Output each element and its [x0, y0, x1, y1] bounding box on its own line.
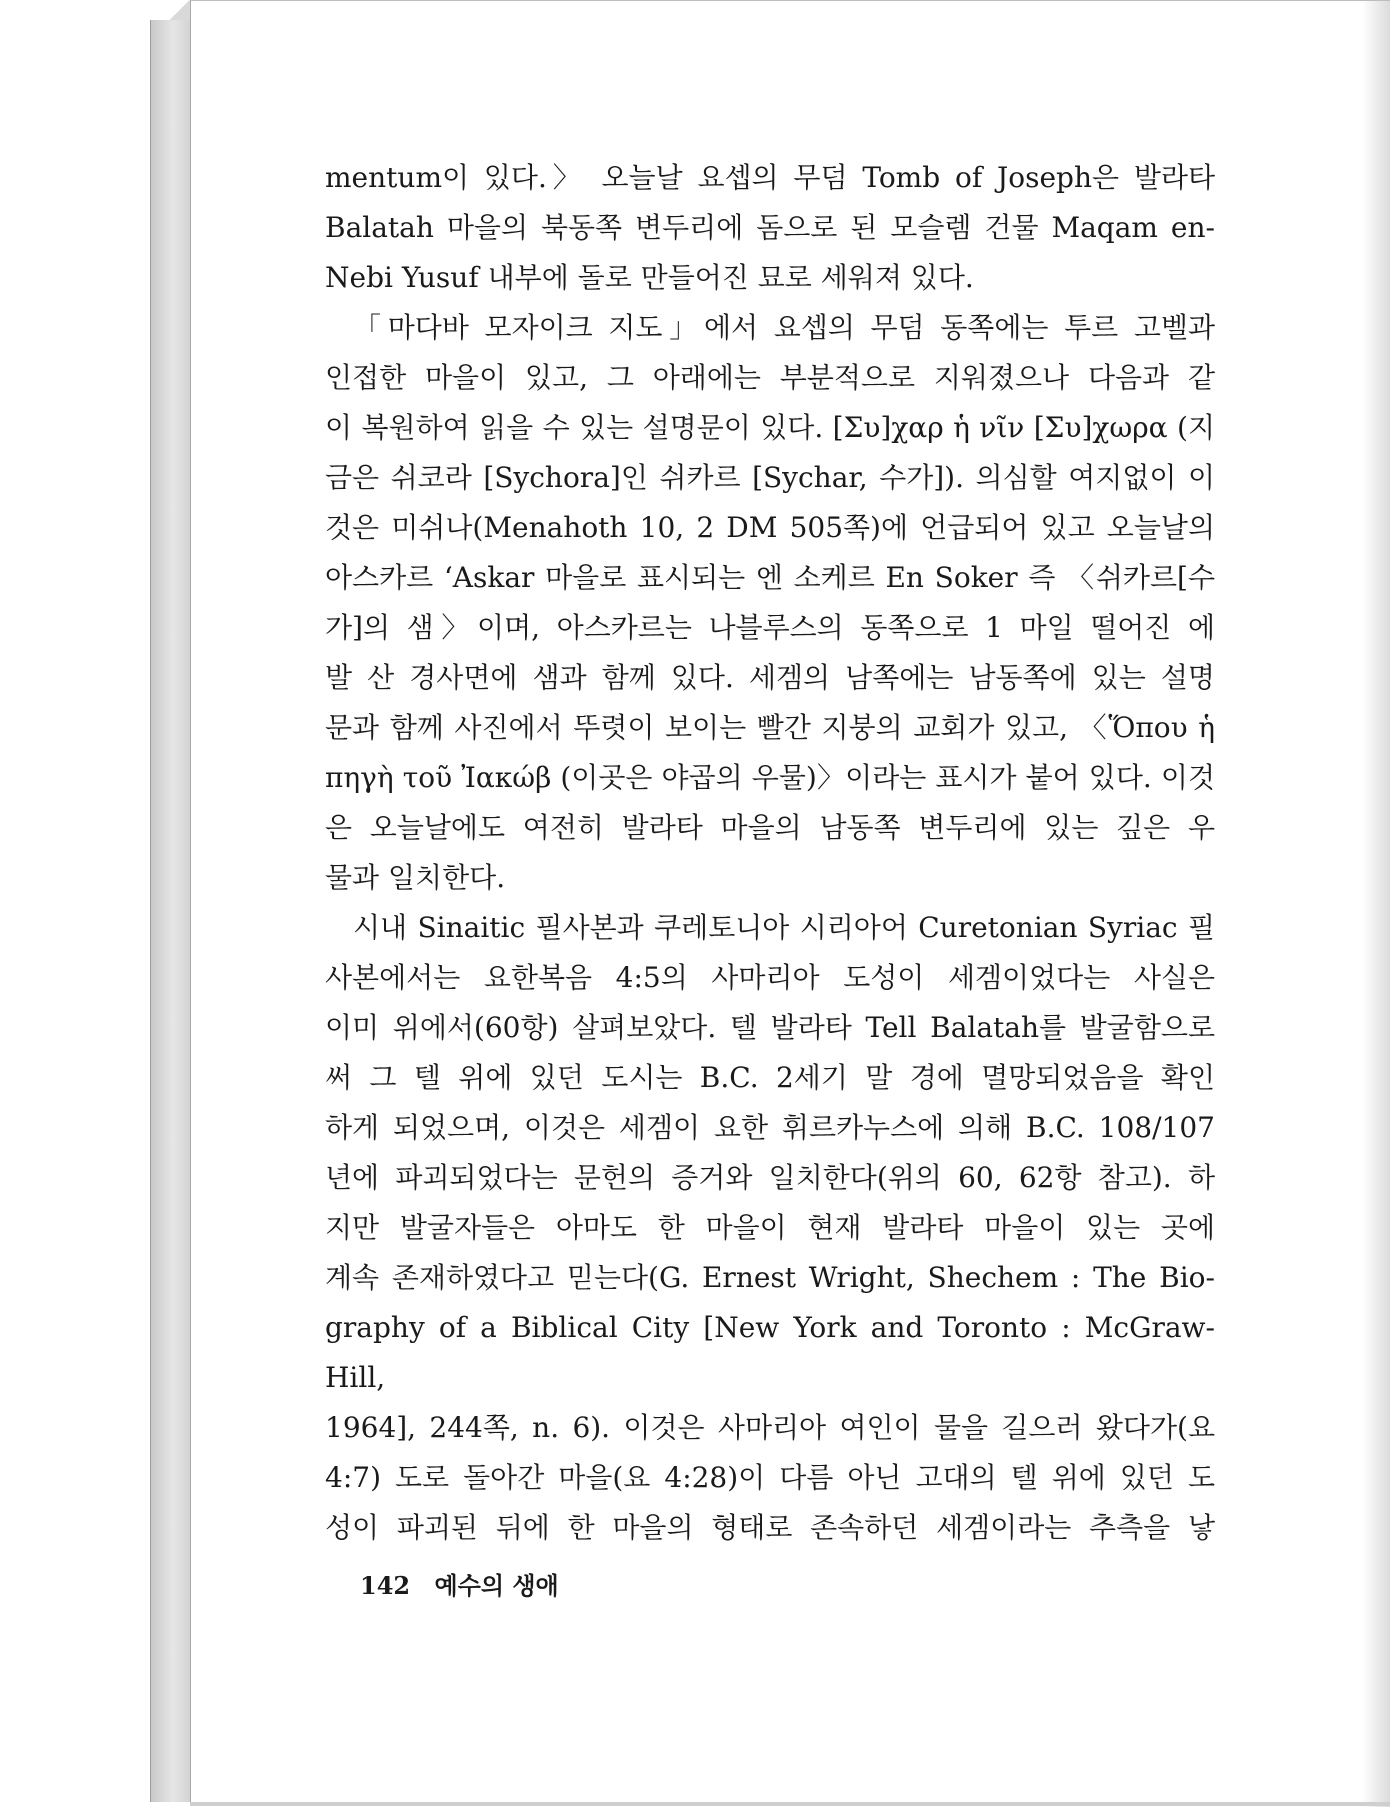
text-line: 써 그 텔 위에 있던 도시는 B.C. 2세기 말 경에 멸망되었음을 확인 [325, 1061, 1215, 1094]
text-line: 인접한 마을이 있고, 그 아래에는 부분적으로 지워졌으나 다음과 같 [325, 361, 1215, 394]
text-line: 년에 파괴되었다는 문헌의 증거와 일치한다(위의 60, 62항 참고). 하 [325, 1161, 1215, 1194]
page-number: 142 [360, 1571, 411, 1600]
text-line: 문과 함께 사진에서 뚜렷이 보이는 빨간 지붕의 교회가 있고, 〈Ὅπου ἡ [325, 711, 1215, 744]
text-line: 물과 일치한다. [325, 861, 506, 894]
text-line: 4:7) 도로 돌아간 마을(요 4:28)이 다름 아닌 고대의 텔 위에 있던 도 [325, 1461, 1215, 1494]
page-bottom-edge [190, 1802, 1390, 1806]
running-title: 예수의 생애 [434, 1571, 559, 1600]
text-line: 아스카르 ‘Askar 마을로 표시되는 엔 소케르 En Soker 즉 〈쉬카르[수 [325, 561, 1215, 594]
text-line: 계속 존재하였다고 믿는다(G. Ernest Wright, Shechem : The Bio- [325, 1261, 1215, 1294]
page-edge-shadow [1362, 1, 1390, 1807]
text-line: 성이 파괴된 뒤에 한 마을의 형태로 존속하던 세겜이라는 추측을 낳 [325, 1511, 1215, 1544]
text-line: 발 산 경사면에 샘과 함께 있다. 세겜의 남쪽에는 남동쪽에 있는 설명 [325, 661, 1215, 694]
page-footer [360, 1566, 559, 1601]
text-line: 가]의 샘〉이며, 아스카르는 나블루스의 동쪽으로 1 마일 떨어진 에 [325, 611, 1215, 644]
text-line: 하게 되었으며, 이것은 세겜이 요한 휘르카누스에 의해 B.C. 108/107 [325, 1111, 1215, 1144]
text-line: Nebi Yusuf 내부에 돌로 만들어진 묘로 세워져 있다. [325, 261, 974, 294]
text-line: Balatah 마을의 북동쪽 변두리에 돔으로 된 모슬렘 건물 Maqam en- [325, 211, 1215, 244]
text-line: mentum이 있다.〉 오늘날 요셉의 무덤 Tomb of Joseph은 발라타 [325, 161, 1215, 194]
text-line: 1964], 244쪽, n. 6). 이것은 사마리아 여인이 물을 길으러 왔다가(요 [325, 1411, 1215, 1444]
text-line: πηγὴ τοῦ Ἰακώβ (이곳은 야곱의 우물)〉이라는 표시가 붙어 있다. 이것 [325, 761, 1215, 794]
text-line: 사본에서는 요한복음 4:5의 사마리아 도성이 세겜이었다는 사실은 [325, 961, 1215, 994]
text-line: 은 오늘날에도 여전히 발라타 마을의 남동쪽 변두리에 있는 깊은 우 [325, 811, 1215, 844]
text-line: 이미 위에서(60항) 살펴보았다. 텔 발라타 Tell Balatah를 발굴함으로 [325, 1011, 1215, 1044]
text-line: 시내 Sinaitic 필사본과 쿠레토니아 시리아어 Curetonian Syriac 필 [353, 911, 1215, 944]
text-line: 것은 미쉬나(Menahoth 10, 2 DM 505쪽)에 언급되어 있고 오늘날의 [325, 511, 1215, 544]
text-line: 「마다바 모자이크 지도」에서 요셉의 무덤 동쪽에는 투르 고벨과 [353, 311, 1215, 344]
text-line: 이 복원하여 읽을 수 있는 설명문이 있다. [Συ]χαρ ἡ νῖν [Συ]χωρα (지 [325, 411, 1215, 444]
text-line: 금은 쉬코라 [Sychora]인 쉬카르 [Sychar, 수가]). 의심할 여지없이 이 [325, 461, 1215, 494]
body-text [325, 153, 1215, 1553]
text-line: graphy of a Biblical City [New York and Toronto : McGraw-Hill, [325, 1311, 1215, 1394]
book-spine [150, 20, 191, 1802]
text-line: 지만 발굴자들은 아마도 한 마을이 현재 발라타 마을이 있는 곳에 [325, 1211, 1215, 1244]
